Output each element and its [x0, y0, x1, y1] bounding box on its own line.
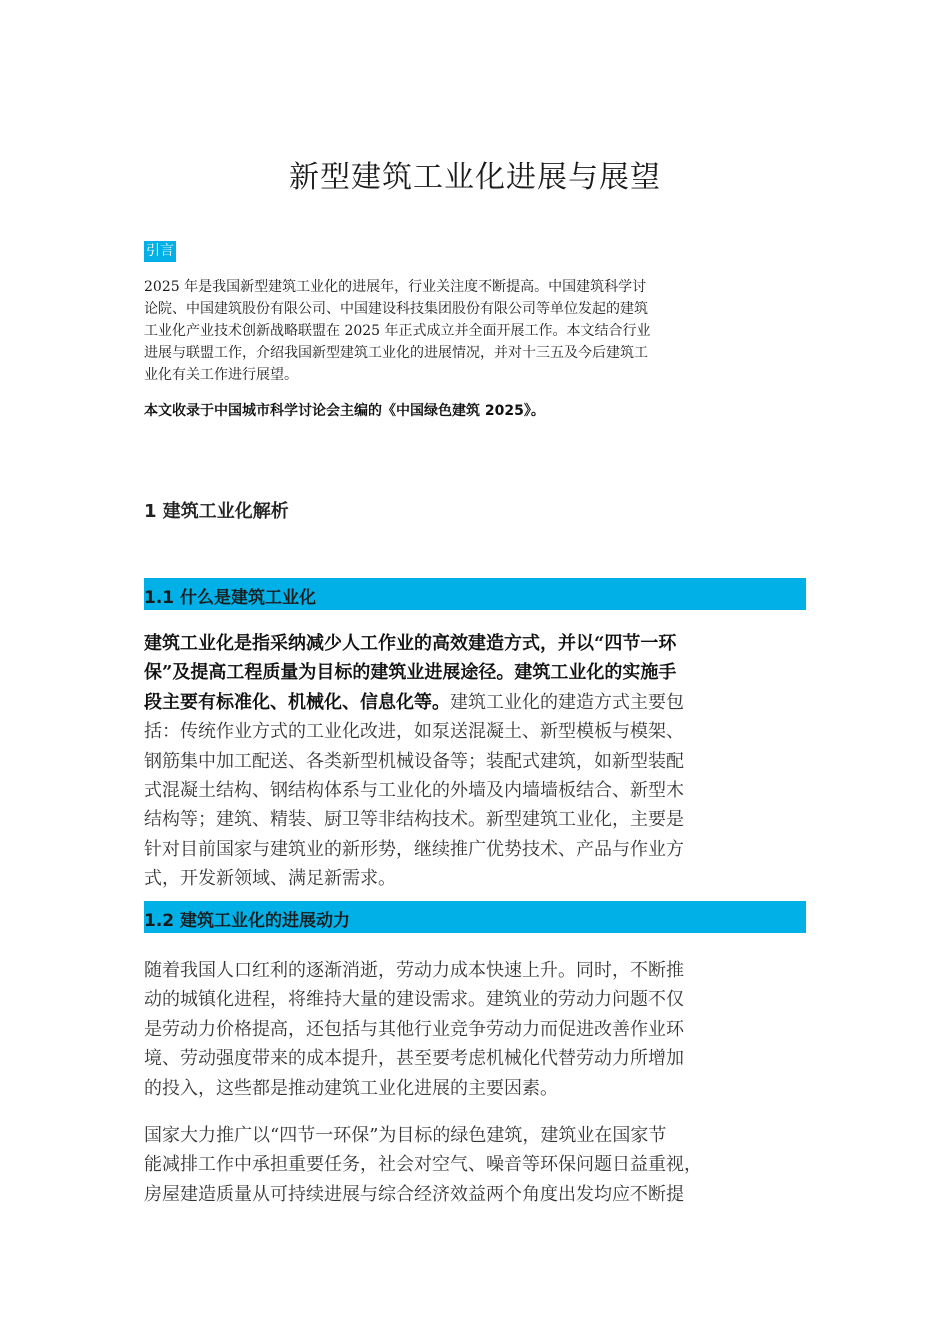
body-line-bold: 保”及提高工程质量为目标的建筑业进展途径。建筑工业化的实施手: [144, 662, 677, 684]
intro-paragraph: [144, 276, 808, 386]
body-line: 括：传统作业方式的工业化改进，如泵送混凝土、新型模板与模架、: [144, 721, 684, 743]
section-1-2-heading-bar: [144, 901, 806, 933]
intro-line: 论院、中国建筑股份有限公司、中国建设科技集团股份有限公司等单位发起的建筑: [144, 301, 648, 317]
body-line-bold: 建筑工业化是指采纳减少人工作业的高效建造方式，并以“四节一环: [144, 633, 677, 654]
body-line: 式，开发新领域、满足新需求。: [144, 868, 396, 890]
body-line: 的投入，这些都是推动建筑工业化进展的主要因素。: [144, 1077, 558, 1099]
source-note: 本文收录于中国城市科学讨论会主编的《中国绿色建筑 2025》。: [144, 403, 545, 419]
body-line: 国家大力推广以“四节一环保”为目标的绿色建筑，建筑业在国家节: [144, 1125, 667, 1146]
body-line: 钢筋集中加工配送、各类新型机械设备等；装配式建筑，如新型装配: [144, 750, 684, 772]
body-line: 随着我国人口红利的逐渐消逝，劳动力成本快速上升。同时，不断推: [144, 960, 684, 981]
intro-line: 2025 年是我国新型建筑工业化的进展年，行业关注度不断提高。中国建筑科学讨: [144, 279, 647, 295]
body-normal-segment: 建筑工业化的建造方式主要包: [450, 691, 684, 713]
body-line: 结构等；建筑、精装、厨卫等非结构技术。新型建筑工业化，主要是: [144, 809, 684, 831]
intro-label: 引言: [144, 241, 176, 262]
body-line: 针对目前国家与建筑业的新形势，继续推广优势技术、产品与作业方: [144, 838, 684, 860]
intro-line: 工业化产业技术创新战略联盟在 2025 年正式成立并全面开展工作。本文结合行业: [144, 323, 651, 339]
section-1-1-paragraph: [144, 629, 808, 894]
section-1-2-paragraph-1: [144, 956, 808, 1103]
section-1-1-heading: 1.1 什么是建筑工业化: [144, 588, 317, 608]
body-line: 式混凝土结构、钢结构体系与工业化的外墙及内墙墙板结合、新型木: [144, 780, 684, 802]
section-1-1-heading-bar: [144, 578, 806, 610]
body-bold-segment: 段主要有标准化、机械化、信息化等。: [144, 691, 450, 713]
body-line-mixed: [144, 688, 808, 717]
body-line: 能减排工作中承担重要任务，社会对空气、噪音等环保问题日益重视，: [144, 1154, 702, 1176]
intro-line: 进展与联盟工作，介绍我国新型建筑工业化的进展情况，并对十三五及今后建筑工: [144, 345, 648, 361]
body-line: 境、劳动强度带来的成本提升，甚至要考虑机械化代替劳动力所增加: [144, 1048, 684, 1070]
section-1-heading: 1 建筑工业化解析: [144, 501, 289, 522]
section-1-2-paragraph-2: [144, 1121, 808, 1209]
body-line: 房屋建造质量从可持续进展与综合经济效益两个角度出发均应不断提: [144, 1183, 684, 1205]
body-line: 动的城镇化进程，将维持大量的建设需求。建筑业的劳动力问题不仅: [144, 989, 684, 1011]
document-title: 新型建筑工业化进展与展望: [289, 160, 661, 195]
section-1-2-heading: 1.2 建筑工业化的进展动力: [144, 911, 351, 931]
intro-line: 业化有关工作进行展望。: [144, 367, 298, 383]
body-line: 是劳动力价格提高，还包括与其他行业竞争劳动力而促进改善作业环: [144, 1018, 684, 1040]
